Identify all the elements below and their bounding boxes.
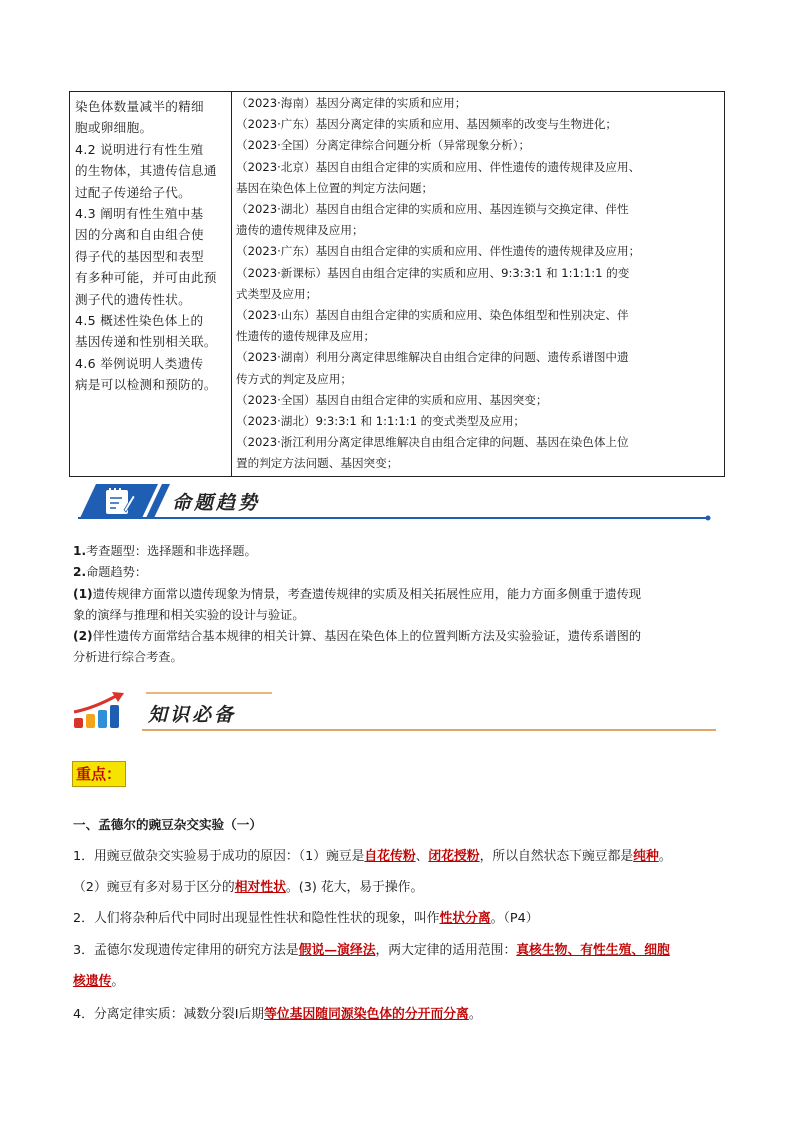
requirement-line: 4.5 概述性染色体上的 <box>75 313 204 329</box>
point-2 <box>73 907 743 926</box>
requirement-line: 的生物体，其遗传信息通 <box>75 163 217 179</box>
item-number: 1. <box>73 544 87 558</box>
trend-section-title: 命题趋势 <box>172 492 261 514</box>
knowledge-section-title: 知识必备 <box>148 704 237 726</box>
requirement-line: 有多种可能，并可由此预 <box>75 270 217 286</box>
trend-section-body <box>73 541 733 669</box>
exam-topic-line: （2023·全国）分离定律综合问题分析（异常现象分析）； <box>236 138 531 153</box>
trend-item-2 <box>73 562 733 583</box>
paragraph-text: 遗传规律方面常以遗传现象为情景，考查遗传规律的实质及相关拓展性应用，能力方面多侧重于遗传现 <box>92 586 642 601</box>
point-text: 。 <box>111 974 125 989</box>
point-text: 。(3) 花大，易于操作。 <box>285 880 424 895</box>
exam-topic-line: （2023·新课标）基因自由组合定律的实质和应用、9:3:3:1 和 1:1:1:1 的变 <box>236 265 630 280</box>
item-number: 2. <box>73 565 87 580</box>
point-text: 4．分离定律实质：减数分裂Ⅰ后期 <box>73 1007 265 1022</box>
point-text: ，两大定律的适用范围： <box>375 943 517 958</box>
exam-topic-line: 置的判定方法问题、基因突变； <box>236 456 399 471</box>
exam-topic-line: （2023·全国）基因自由组合定律的实质和应用、基因突变； <box>236 392 548 407</box>
point-3-line-2 <box>73 970 743 989</box>
notepad-pencil-icon <box>102 486 136 516</box>
exam-topic-line: （2023·湖北）基因自由组合定律的实质和应用、基因连锁与交换定律、伴性 <box>236 202 629 217</box>
knowledge-section-banner <box>72 686 720 736</box>
point-text: （2）豌豆有多对易于区分的 <box>73 880 235 895</box>
point-3-line-1 <box>73 939 743 958</box>
exam-topics-cell <box>232 92 724 476</box>
highlight-term: 性状分离 <box>439 911 491 926</box>
section-heading: 一、孟德尔的豌豆杂交实验（一） <box>73 817 262 832</box>
exam-topic-line: （2023·山东）基因自由组合定律的实质和应用、染色体组型和性别决定、伴 <box>236 308 629 323</box>
highlight-term: 假说—演绎法 <box>298 943 376 958</box>
item-text: 考查题型：选择题和非选择题。 <box>86 544 257 558</box>
requirement-line: 4.6 举例说明人类遗传 <box>75 355 204 371</box>
point-text: 、 <box>415 849 429 864</box>
paragraph-number: (1) <box>73 586 93 601</box>
curriculum-requirements-cell <box>70 92 232 476</box>
exam-topic-line: （2023·浙江利用分离定律思维解决自由组合定律的问题、基因在染色体上位 <box>236 435 629 450</box>
exam-topic-line: 遗传的遗传规律及应用； <box>236 223 364 238</box>
paragraph-number: (2) <box>73 629 93 644</box>
point-text: 2．人们将杂种后代中同时出现显性性状和隐性性状的现象，叫作 <box>73 911 440 926</box>
exam-topic-line: （2023·广东）基因自由组合定律的实质和应用、伴性遗传的遗传规律及应用； <box>236 244 641 259</box>
point-text: 。（P4） <box>490 911 539 926</box>
exam-topic-line: 传方式的判定及应用； <box>236 371 352 386</box>
paragraph-text: 伴性遗传方面常结合基本规律的相关计算、基因在染色体上的位置判断方法及实验验证，遗传系谱图的 <box>92 629 642 644</box>
requirement-line: 得子代的基因型和表型 <box>75 248 204 264</box>
exam-topic-line: （2023·湖北）9:3:3:1 和 1:1:1:1 的变式类型及应用； <box>236 414 526 429</box>
exam-topic-line: 式类型及应用； <box>236 286 318 301</box>
point-1-line-1 <box>73 845 743 864</box>
point-text: 。 <box>468 1007 482 1022</box>
highlight-term: 等位基因随同源染色体的分开而分离 <box>264 1007 469 1022</box>
highlight-term: 真核生物、有性生殖、细胞 <box>516 943 670 958</box>
paragraph-text: 分析进行综合考查。 <box>73 650 183 665</box>
growth-chart-icon <box>72 690 130 732</box>
requirement-line: 4.2 说明进行有性生殖 <box>75 141 204 157</box>
exam-topic-line: （2023·北京）基因自由组合定律的实质和应用、伴性遗传的遗传规律及应用、 <box>236 159 641 174</box>
requirements-table <box>69 91 725 477</box>
requirement-line: 测子代的遗传性状。 <box>75 291 192 307</box>
requirement-line: 因的分离和自由组合使 <box>75 227 204 243</box>
trend-section-banner <box>72 482 712 522</box>
trend-item-1 <box>73 541 733 562</box>
point-text: 。 <box>658 849 672 864</box>
exam-topic-line: 基因在染色体上位置的判定方法问题； <box>236 180 434 195</box>
point-text: 3．孟德尔发现遗传定律用的研究方法是 <box>73 943 299 958</box>
highlight-term: 自花传粉 <box>364 849 416 864</box>
trend-paragraph-2 <box>73 626 733 669</box>
highlight-term: 闭花授粉 <box>428 849 480 864</box>
requirement-line: 4.3 阐明有性生殖中基 <box>75 206 204 222</box>
exam-topic-line: （2023·海南）基因分离定律的实质和应用； <box>236 96 467 110</box>
requirement-line: 病是可以检测和预防的。 <box>75 377 217 393</box>
exam-topic-line: （2023·广东）基因分离定律的实质和应用、基因频率的改变与生物进化； <box>236 117 618 132</box>
exam-topic-line: （2023·湖南）利用分离定律思维解决自由组合定律的问题、遗传系谱图中遗 <box>236 350 629 365</box>
requirement-line: 胞或卵细胞。 <box>75 120 153 136</box>
trend-paragraph-1 <box>73 584 733 627</box>
point-text: ，所以自然状态下豌豆都是 <box>479 849 634 864</box>
requirement-line: 基因传递和性别相关联。 <box>75 334 217 350</box>
paragraph-text: 象的演绎与推理和相关实验的设计与验证。 <box>73 607 305 622</box>
requirement-line: 过配子传递给子代。 <box>75 184 192 200</box>
banner-decoration <box>72 482 712 522</box>
exam-topic-line: 性遗传的遗传规律及应用； <box>236 329 376 344</box>
highlight-term: 纯种 <box>633 849 659 864</box>
point-1-line-2 <box>73 876 743 895</box>
requirement-line: 染色体数量减半的精细 <box>75 99 204 114</box>
highlight-term: 核遗传 <box>73 974 112 989</box>
item-text: 命题趋势： <box>86 565 148 580</box>
point-4 <box>73 1003 743 1022</box>
key-points-badge: 重点： <box>72 761 126 787</box>
highlight-term: 相对性状 <box>234 880 286 895</box>
point-text: 1．用豌豆做杂交实验易于成功的原因：（1）豌豆是 <box>73 849 365 864</box>
